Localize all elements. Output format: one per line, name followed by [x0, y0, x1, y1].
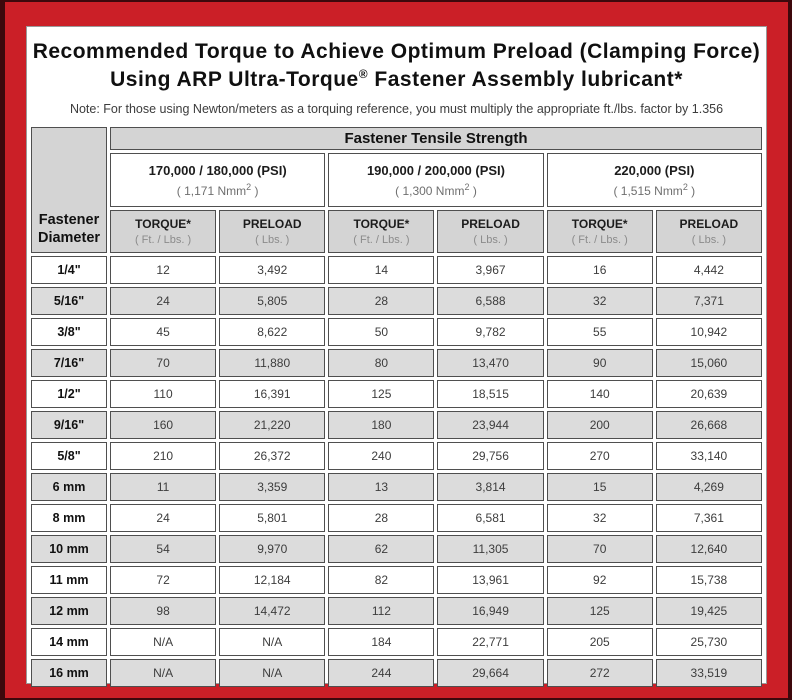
preload-value-cell: 33,140: [656, 442, 762, 470]
torque-value-cell: 11: [110, 473, 216, 501]
preload-value-cell: 29,756: [437, 442, 543, 470]
preload-value-cell: 6,588: [437, 287, 543, 315]
torque-value-cell: 125: [328, 380, 434, 408]
torque-preload-table: [28, 124, 765, 690]
table-row: [31, 442, 762, 470]
nmm-sup: 2: [682, 181, 688, 192]
table-row: [31, 628, 762, 656]
torque-value-cell: 14: [328, 256, 434, 284]
preload-value-cell: 13,470: [437, 349, 543, 377]
tensile-strength-header: Fastener Tensile Strength: [110, 127, 762, 150]
table-row: [31, 318, 762, 346]
torque-column-header: [110, 210, 216, 253]
fastener-diameter-header-line2: Diameter: [37, 230, 101, 247]
torque-value-cell: 45: [110, 318, 216, 346]
torque-value-cell: N/A: [110, 628, 216, 656]
torque-value-cell: 272: [547, 659, 653, 687]
torque-value-cell: 72: [110, 566, 216, 594]
preload-column-header: [437, 210, 543, 253]
preload-value-cell: 11,880: [219, 349, 325, 377]
preload-value-cell: 5,805: [219, 287, 325, 315]
preload-value-cell: 3,814: [437, 473, 543, 501]
preload-value-cell: 15,738: [656, 566, 762, 594]
preload-unit: ( Lbs. ): [255, 234, 290, 247]
table-row: [31, 597, 762, 625]
torque-value-cell: 70: [547, 535, 653, 563]
preload-value-cell: 11,305: [437, 535, 543, 563]
torque-value-cell: 62: [328, 535, 434, 563]
preload-value-cell: 13,961: [437, 566, 543, 594]
nmm-post: ): [469, 183, 477, 198]
diameter-cell: 12 mm: [31, 597, 107, 625]
preload-label: PRELOAD: [461, 217, 520, 232]
preload-value-cell: 9,782: [437, 318, 543, 346]
nmm-sup: 2: [464, 181, 470, 192]
torque-value-cell: 110: [110, 380, 216, 408]
preload-value-cell: 21,220: [219, 411, 325, 439]
preload-value-cell: 3,492: [219, 256, 325, 284]
preload-column-header: [656, 210, 762, 253]
diameter-cell: 10 mm: [31, 535, 107, 563]
torque-value-cell: 54: [110, 535, 216, 563]
torque-value-cell: 112: [328, 597, 434, 625]
torque-value-cell: 28: [328, 287, 434, 315]
registered-trademark-symbol: ®: [358, 66, 369, 81]
diameter-cell: 8 mm: [31, 504, 107, 532]
preload-value-cell: 12,184: [219, 566, 325, 594]
torque-value-cell: 90: [547, 349, 653, 377]
preload-value-cell: 18,515: [437, 380, 543, 408]
torque-value-cell: 55: [547, 318, 653, 346]
diameter-cell: 5/8": [31, 442, 107, 470]
nmm-post: ): [687, 183, 696, 198]
fastener-diameter-header: [31, 127, 107, 253]
preload-value-cell: 4,269: [656, 473, 762, 501]
page-title: [27, 27, 766, 93]
document-panel: [26, 26, 767, 684]
psi-group-170-180: [110, 153, 325, 207]
preload-value-cell: 25,730: [656, 628, 762, 656]
torque-value-cell: 13: [328, 473, 434, 501]
torque-value-cell: 80: [328, 349, 434, 377]
torque-column-header: [328, 210, 434, 253]
psi-label: 170,000 / 180,000 (PSI): [148, 162, 287, 178]
preload-unit: ( Lbs. ): [473, 234, 508, 247]
psi-group-220: [547, 153, 762, 207]
preload-value-cell: 20,639: [656, 380, 762, 408]
preload-value-cell: 16,391: [219, 380, 325, 408]
preload-value-cell: 16,949: [437, 597, 543, 625]
torque-value-cell: 24: [110, 504, 216, 532]
preload-value-cell: N/A: [219, 659, 325, 687]
psi-label: 190,000 / 200,000 (PSI): [366, 162, 505, 178]
preload-value-cell: 29,664: [437, 659, 543, 687]
torque-value-cell: 160: [110, 411, 216, 439]
psi-label: 220,000 (PSI): [614, 162, 695, 178]
torque-value-cell: 244: [328, 659, 434, 687]
torque-value-cell: 15: [547, 473, 653, 501]
diameter-cell: 11 mm: [31, 566, 107, 594]
table-row: [31, 659, 762, 687]
header-row-sub: [31, 210, 762, 253]
preload-value-cell: 9,970: [219, 535, 325, 563]
nmm-pre: ( 1,300 Nmm: [395, 183, 465, 198]
preload-value-cell: 7,371: [656, 287, 762, 315]
torque-unit: ( Ft. / Lbs. ): [134, 234, 192, 247]
diameter-cell: 7/16": [31, 349, 107, 377]
table-body: [31, 256, 762, 687]
preload-value-cell: 3,359: [219, 473, 325, 501]
nmm-pre: ( 1,171 Nmm: [176, 183, 247, 198]
table-row: [31, 535, 762, 563]
table-row: [31, 380, 762, 408]
torque-value-cell: 24: [110, 287, 216, 315]
diameter-cell: 16 mm: [31, 659, 107, 687]
nmm-sup: 2: [246, 181, 252, 192]
table-row: [31, 411, 762, 439]
preload-unit: ( Lbs. ): [691, 234, 726, 247]
preload-value-cell: 8,622: [219, 318, 325, 346]
torque-unit: ( Ft. / Lbs. ): [571, 234, 628, 247]
table-row: [31, 504, 762, 532]
nmm-label: [548, 182, 761, 198]
title-line-2-post: Fastener Assembly lubricant*: [368, 67, 683, 91]
diameter-cell: 5/16": [31, 287, 107, 315]
title-line-2-pre: Using ARP Ultra-Torque: [110, 67, 359, 91]
note-text: Note: For those using Newton/meters as a torquing reference, you must multiply the appropriate ft./lbs. factor by 1.356: [69, 102, 724, 117]
torque-value-cell: 16: [547, 256, 653, 284]
diameter-cell: 3/8": [31, 318, 107, 346]
torque-value-cell: 32: [547, 504, 653, 532]
torque-value-cell: 98: [110, 597, 216, 625]
preload-value-cell: 26,372: [219, 442, 325, 470]
torque-value-cell: 240: [328, 442, 434, 470]
nmm-label: [111, 182, 324, 198]
fastener-diameter-header-line1: Fastener: [38, 212, 100, 229]
preload-value-cell: 6,581: [437, 504, 543, 532]
preload-value-cell: 10,942: [656, 318, 762, 346]
preload-column-header: [219, 210, 325, 253]
diameter-cell: 14 mm: [31, 628, 107, 656]
preload-value-cell: 26,668: [656, 411, 762, 439]
torque-value-cell: 12: [110, 256, 216, 284]
preload-label: PRELOAD: [242, 217, 302, 232]
header-row-psi: [31, 153, 762, 207]
torque-value-cell: N/A: [110, 659, 216, 687]
torque-value-cell: 205: [547, 628, 653, 656]
torque-value-cell: 184: [328, 628, 434, 656]
torque-value-cell: 140: [547, 380, 653, 408]
title-line-1: Recommended Torque to Achieve Optimum Preload (Clamping Force): [32, 40, 761, 63]
torque-value-cell: 210: [110, 442, 216, 470]
preload-value-cell: 14,472: [219, 597, 325, 625]
table-row: [31, 349, 762, 377]
table-row: [31, 566, 762, 594]
preload-value-cell: 4,442: [656, 256, 762, 284]
torque-value-cell: 70: [110, 349, 216, 377]
preload-value-cell: 7,361: [656, 504, 762, 532]
torque-value-cell: 50: [328, 318, 434, 346]
nmm-label: [329, 182, 542, 198]
torque-label: TORQUE*: [135, 217, 191, 232]
table-row: [31, 473, 762, 501]
torque-value-cell: 92: [547, 566, 653, 594]
preload-value-cell: 23,944: [437, 411, 543, 439]
preload-value-cell: 22,771: [437, 628, 543, 656]
torque-column-header: [547, 210, 653, 253]
nmm-pre: ( 1,515 Nmm: [613, 183, 683, 198]
preload-value-cell: 15,060: [656, 349, 762, 377]
torque-value-cell: 82: [328, 566, 434, 594]
header-row-main: [31, 127, 762, 150]
table-header: [31, 127, 762, 253]
preload-value-cell: 12,640: [656, 535, 762, 563]
preload-value-cell: 5,801: [219, 504, 325, 532]
diameter-cell: 6 mm: [31, 473, 107, 501]
diameter-cell: 1/2": [31, 380, 107, 408]
torque-value-cell: 125: [547, 597, 653, 625]
preload-value-cell: 19,425: [656, 597, 762, 625]
torque-unit: ( Ft. / Lbs. ): [353, 234, 410, 247]
nmm-post: ): [251, 183, 259, 198]
torque-value-cell: 180: [328, 411, 434, 439]
preload-value-cell: 33,519: [656, 659, 762, 687]
diameter-cell: 1/4": [31, 256, 107, 284]
diameter-cell: 9/16": [31, 411, 107, 439]
preload-value-cell: N/A: [219, 628, 325, 656]
torque-label: TORQUE*: [353, 217, 410, 232]
torque-value-cell: 32: [547, 287, 653, 315]
torque-label: TORQUE*: [571, 217, 628, 232]
psi-group-190-200: [328, 153, 543, 207]
title-line-2: [27, 66, 766, 94]
table-row: [31, 256, 762, 284]
torque-value-cell: 28: [328, 504, 434, 532]
preload-value-cell: 3,967: [437, 256, 543, 284]
preload-label: PRELOAD: [679, 217, 739, 232]
torque-value-cell: 200: [547, 411, 653, 439]
torque-value-cell: 270: [547, 442, 653, 470]
table-row: [31, 287, 762, 315]
